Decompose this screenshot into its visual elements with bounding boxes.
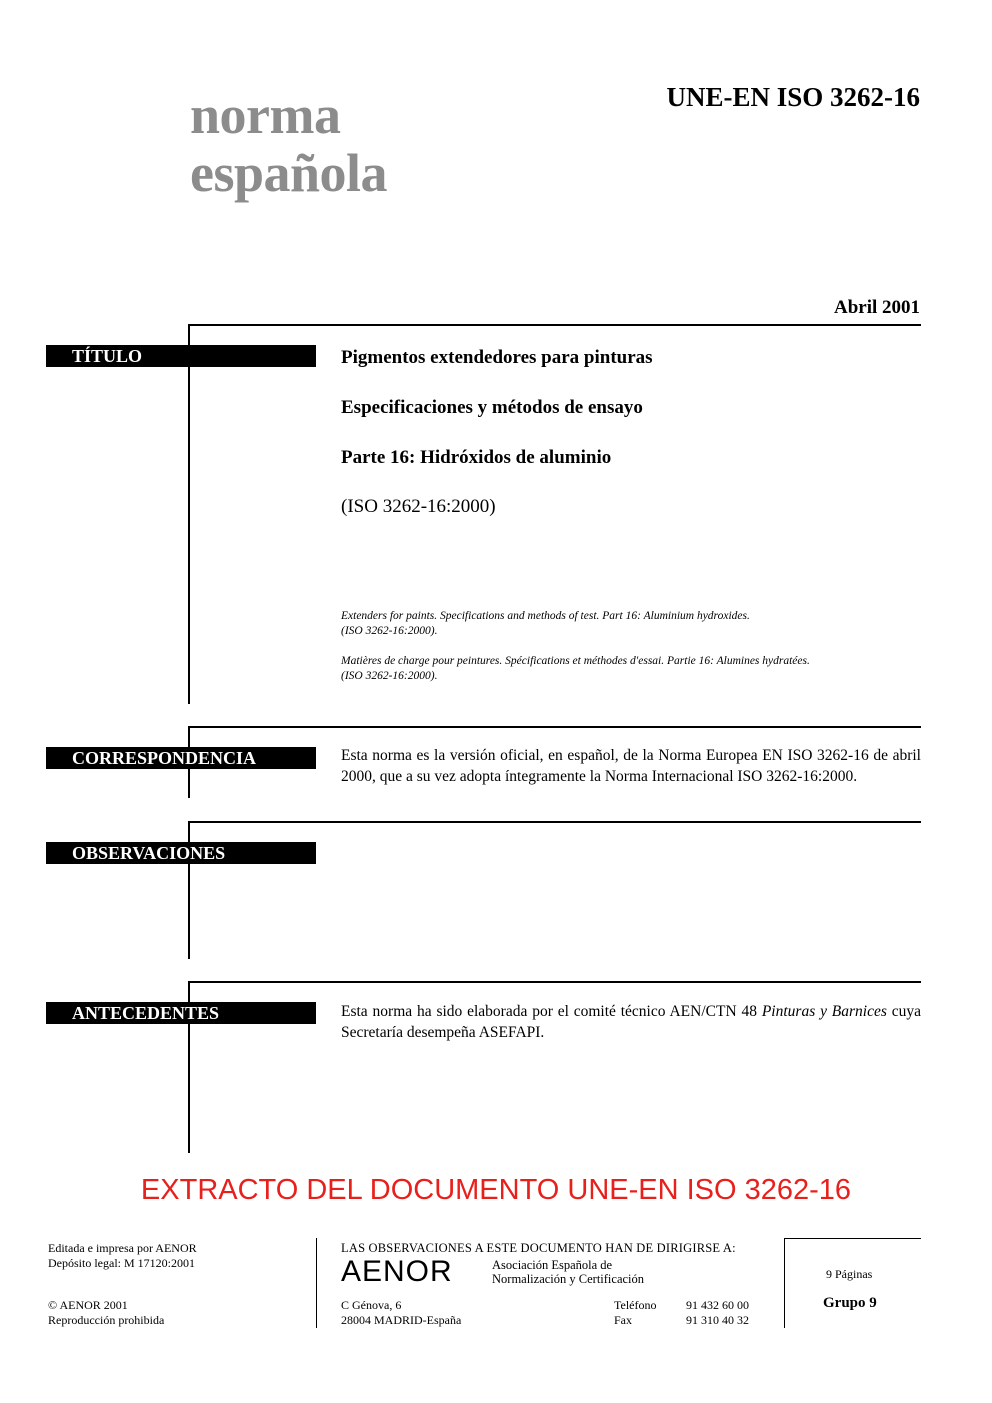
brand-espanola: española <box>190 143 388 203</box>
aenor-logo: AENOR <box>341 1255 453 1288</box>
legal-deposit: Depósito legal: M 17120:2001 <box>48 1256 195 1270</box>
antecedentes-divider <box>188 981 921 983</box>
titulo-label: TÍTULO <box>46 345 316 367</box>
aenor-full-name <box>492 1258 644 1286</box>
price-group: Grupo 9 <box>823 1295 877 1311</box>
title-line-2: Especificaciones y métodos de ensayo <box>341 397 643 418</box>
observations-note: LAS OBSERVACIONES A ESTE DOCUMENTO HAN DE DIRIGIRSE A: <box>341 1241 736 1255</box>
observaciones-divider <box>188 821 921 823</box>
antecedentes-text-part-1: Esta norma ha sido elaborada por el comité técnico AEN/CTN 48 <box>341 1003 762 1020</box>
address <box>341 1298 461 1328</box>
french-title <box>341 654 901 684</box>
copyright: © AENOR 2001 <box>48 1298 128 1312</box>
titulo-vertical-rule <box>188 324 190 704</box>
english-title-line-2: (ISO 3262-16:2000). <box>341 625 438 637</box>
footer-divider-left <box>316 1238 317 1328</box>
footer-left-top <box>48 1241 197 1271</box>
page-box-top-rule <box>784 1238 921 1239</box>
correspondencia-divider <box>188 726 921 728</box>
page-box-left-rule <box>784 1238 785 1328</box>
contact-labels <box>614 1298 656 1328</box>
aenor-name-line-1: Asociación Española de <box>492 1258 613 1272</box>
english-title-line-1: Extenders for paints. Specifications and methods of test. Part 16: Aluminium hydroxides. <box>341 610 750 622</box>
address-city: 28004 MADRID-España <box>341 1313 462 1327</box>
publication-date: Abril 2001 <box>833 297 920 318</box>
fax-number: 91 310 40 32 <box>686 1313 749 1327</box>
phone-label: Teléfono <box>614 1298 657 1312</box>
contact-numbers <box>686 1298 749 1328</box>
committee-name: Pinturas y Barnices <box>761 1003 887 1020</box>
antecedentes-text-part-2: cuya Secretaría desempeña ASEFAPI. <box>341 1003 922 1041</box>
brand-norma: norma <box>190 85 341 145</box>
footer-left-bottom <box>48 1298 164 1328</box>
edited-by: Editada e impresa por AENOR <box>48 1241 197 1255</box>
observaciones-label: OBSERVACIONES <box>46 842 316 864</box>
correspondencia-text: Esta norma es la versión oficial, en español, de la Norma Europea EN ISO 3262-16 de abril 2000, que a su vez adopta íntegramente la Norma Internacional ISO 3262-16:2000. <box>341 747 921 785</box>
antecedentes-text <box>341 1001 921 1043</box>
titulo-divider <box>188 324 921 326</box>
title-line-3: Parte 16: Hidróxidos de aluminio <box>341 447 612 468</box>
iso-reference: (ISO 3262-16:2000) <box>341 496 496 517</box>
title-line-1: Pigmentos extendedores para pinturas <box>341 347 653 368</box>
english-title <box>341 609 901 639</box>
page-count: 9 Páginas <box>826 1267 873 1281</box>
address-street: C Génova, 6 <box>341 1298 402 1312</box>
extract-notice: EXTRACTO DEL DOCUMENTO UNE-EN ISO 3262-16 <box>140 1174 852 1206</box>
fax-label: Fax <box>614 1313 632 1327</box>
reproduction-notice: Reproducción prohibida <box>48 1313 165 1327</box>
correspondencia-label: CORRESPONDENCIA <box>46 747 316 769</box>
aenor-name-line-2: Normalización y Certificación <box>492 1272 645 1286</box>
phone-number: 91 432 60 00 <box>686 1298 749 1312</box>
antecedentes-label: ANTECEDENTES <box>46 1002 316 1024</box>
french-title-line-2: (ISO 3262-16:2000). <box>341 670 438 682</box>
standard-code: UNE-EN ISO 3262-16 <box>666 82 920 112</box>
french-title-line-1: Matières de charge pour peintures. Spécifications et méthodes d'essai. Partie 16: Alumines hydratées. <box>341 655 810 667</box>
